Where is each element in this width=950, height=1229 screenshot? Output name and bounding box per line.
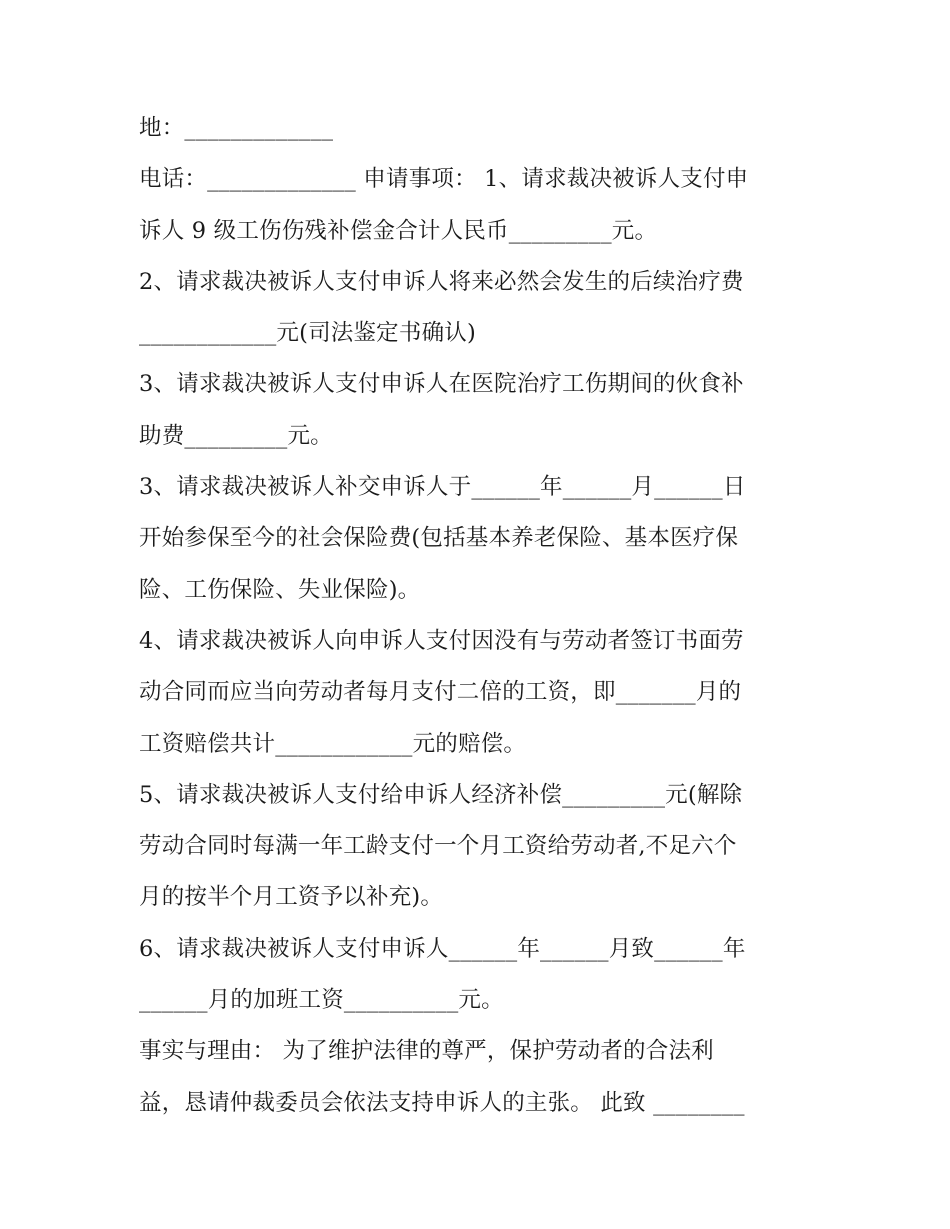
text-line: 工资赔偿共计____________元的赔偿。 (139, 730, 527, 757)
text-line: 6、请求裁决被诉人支付申诉人______年______月致______年 (139, 935, 746, 962)
text-line: 月的按半个月工资予以补充)。 (139, 884, 444, 911)
text-line: 事实与理由： 为了维护法律的尊严，保护劳动者的合法利 (139, 1038, 714, 1065)
text-line: 助费_________元。 (139, 422, 333, 449)
text-line: 险、工伤保险、失业保险)。 (139, 576, 421, 603)
text-line: 5、请求裁决被诉人支付给申诉人经济补偿_________元(解除 (139, 781, 743, 808)
text-line: 诉人 9 级工伤伤残补偿金合计人民币_________元。 (139, 217, 658, 244)
text-line: 动合同而应当向劳动者每月支付二倍的工资，即_______月的 (139, 679, 742, 706)
text-line: 开始参保至今的社会保险费(包括基本养老保险、基本医疗保 (139, 525, 739, 552)
document-page (139, 103, 819, 1129)
text-line: 2、请求裁决被诉人支付申诉人将来必然会发生的后续治疗费 (139, 268, 744, 295)
text-line: 电话：_____________ 申请事项： 1、请求裁决被诉人支付申 (139, 166, 749, 193)
text-line: 3、请求裁决被诉人补交申诉人于______年______月______日 (139, 474, 746, 501)
text-line: 地：_____________ (139, 115, 334, 141)
text-line: ______月的加班工资__________元。 (139, 987, 504, 1014)
text-line: 益，恳请仲裁委员会依法支持申诉人的主张。 此致 ________ (139, 1089, 745, 1116)
text-line: 劳动合同时每满一年工龄支付一个月工资给劳动者,不足六个 (139, 833, 737, 860)
text-line: ____________元(司法鉴定书确认) (139, 320, 476, 347)
text-line: 4、请求裁决被诉人向申诉人支付因没有与劳动者签订书面劳 (139, 627, 744, 654)
text-line: 3、请求裁决被诉人支付申诉人在医院治疗工伤期间的伙食补 (139, 371, 744, 398)
